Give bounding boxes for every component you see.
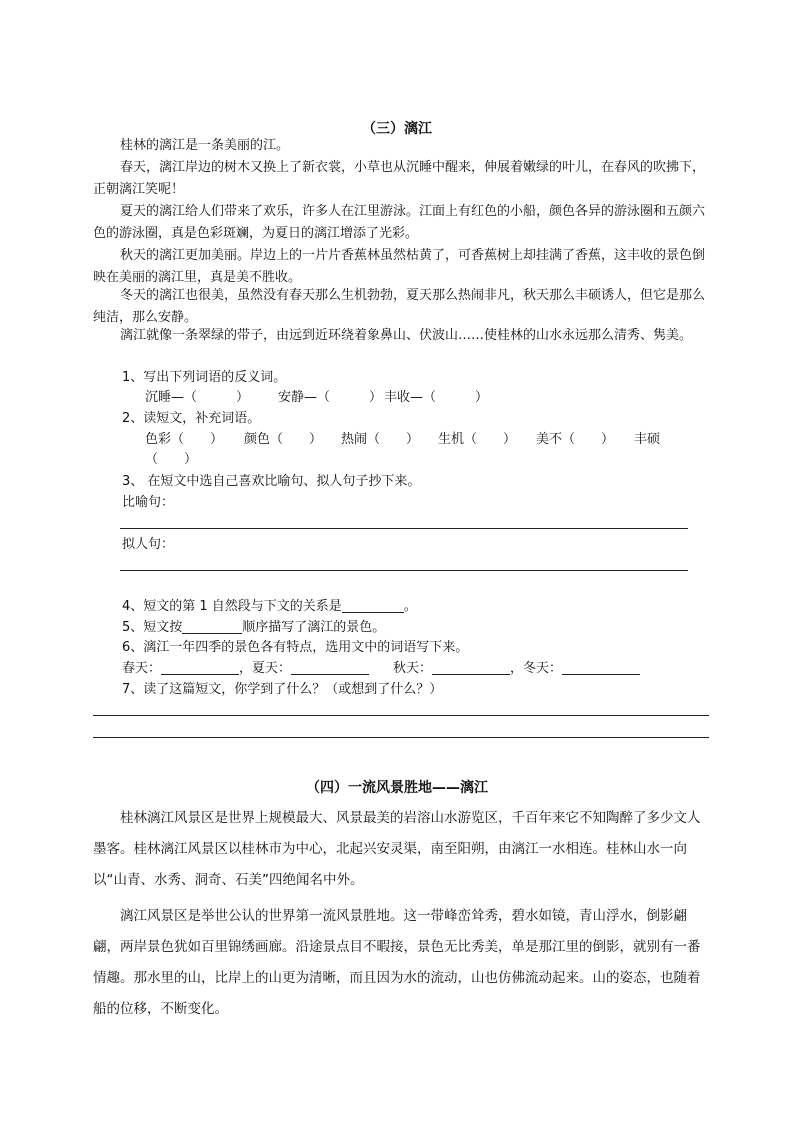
s3-paragraph-3: 夏天的漓江给人们带来了欢乐，许多人在江里游泳。江面上有红色的小船，颜色各异的游泳圈和五颜六色的游泳圈，真是色彩斑斓，为夏日的漓江增添了光彩。	[93, 204, 706, 241]
q2-item-2: 颜色（ ）	[244, 432, 323, 447]
q1-item-1: 沉睡—（ ）	[145, 390, 250, 405]
q6-autumn-label: 秋天：	[393, 661, 433, 676]
q5-question	[122, 618, 385, 638]
q6-summer-blank[interactable]	[291, 660, 369, 675]
section3-title: （三）漓江	[362, 121, 432, 137]
q1-item-3: 丰收—（ ）	[384, 390, 489, 405]
q4-text: 4、短文的第 1 自然段与下文的关系是	[122, 599, 342, 614]
s3-paragraph-5: 冬天的漓江也很美，虽然没有春天那么生机勃勃，夏天那么热闹非凡，秋天那么丰硕诱人，但它是那么纯洁，那么安静。	[93, 288, 706, 325]
s4-paragraph-2: 漓江风景区是举世公认的世界第一流风景胜地。这一带峰峦耸秀，碧水如镜，青山浮水，倒影翩翩，两岸景色犹如百里锦绣画廊。沿途景点目不暇接，景色无比秀美，单是那江里的倒影，就别有一番情趣。那水里的山，比岸上的山更为清晰，而且因为水的流动，山也仿佛流动起来。山的姿态，也随着船的位移，不断变化。	[93, 908, 701, 1017]
q6-winter-label: ，冬天：	[510, 661, 563, 676]
q2-item-6: 丰硕	[634, 432, 661, 447]
q2-item-5: 美不（ ）	[536, 432, 615, 447]
q6-summer-label: ，夏天：	[239, 661, 292, 676]
q7-prompt: 7、读了这篇短文，你学到了什么？（或想到了什么？）	[122, 682, 443, 697]
q4-answer-blank[interactable]	[342, 598, 404, 613]
s3-paragraph-1: 桂林的漓江是一条美丽的江。	[120, 138, 290, 153]
q3-personification-answer-line[interactable]	[120, 570, 688, 571]
q3-simile-answer-line[interactable]	[120, 528, 688, 529]
s4-paragraph-1: 桂林漓江风景区是世界上规模最大、风景最美的岩溶山水游览区，千百年来它不知陶醉了多少文人墨客。桂林漓江风景区以桂林市为中心，北起兴安灵渠，南至阳朔，由漓江一水相连。桂林山水一向以“山青、水秀、洞奇、石美”四绝闻名中外。	[93, 810, 701, 888]
q2-prompt: 2、读短文，补充词语。	[122, 411, 261, 426]
q5-text-after: 顺序描写了漓江的景色。	[242, 620, 386, 635]
q6-prompt: 6、漓江一年四季的景色各有特点，选用文中的词语写下来。	[122, 640, 469, 655]
s3-paragraph-6: 漓江就像一条翠绿的带子，由远到近环绕着象鼻山、伏波山……使桂林的山水永远那么清秀、隽美。	[120, 328, 693, 343]
q3-personification-label: 拟人句：	[122, 537, 175, 552]
q4-question	[122, 597, 417, 617]
q6-seasons-row	[122, 659, 640, 679]
q5-answer-blank[interactable]	[182, 619, 242, 634]
q4-end: 。	[403, 599, 417, 614]
q6-winter-blank[interactable]	[562, 660, 640, 675]
q7-answer-line-2[interactable]	[93, 737, 709, 738]
q2-item-3: 热闹（ ）	[341, 432, 420, 447]
q2-overflow: （ ）	[145, 452, 198, 467]
s3-paragraph-4: 秋天的漓江更加美丽。岸边上的一片片香蕉林虽然枯黄了，可香蕉树上却挂满了香蕉，这丰收的景色倒映在美丽的漓江里，真是美不胜收。	[93, 248, 706, 285]
q1-prompt: 1、写出下列词语的反义词。	[122, 370, 287, 385]
q2-item-1: 色彩（ ）	[145, 432, 224, 447]
q7-answer-line-1[interactable]	[93, 715, 709, 716]
q1-item-2: 安静—（ ）	[278, 390, 383, 405]
q6-autumn-blank[interactable]	[432, 660, 510, 675]
q3-prompt: 3、 在短文中选自己喜欢比喻句、拟人句子抄下来。	[122, 474, 421, 489]
q6-spring-label: 春天：	[122, 661, 162, 676]
section4-title: （四）一流风景胜地——漓江	[306, 780, 488, 796]
q3-simile-label: 比喻句：	[122, 495, 175, 510]
s3-paragraph-2: 春天，漓江岸边的树木又换上了新衣裳，小草也从沉睡中醒来，伸展着嫩绿的叶儿，在春风的吹拂下，正朝漓江笑呢！	[93, 160, 706, 197]
q6-spring-blank[interactable]	[161, 660, 239, 675]
q5-text-before: 5、短文按	[122, 620, 183, 635]
q2-item-4: 生机（ ）	[438, 432, 517, 447]
